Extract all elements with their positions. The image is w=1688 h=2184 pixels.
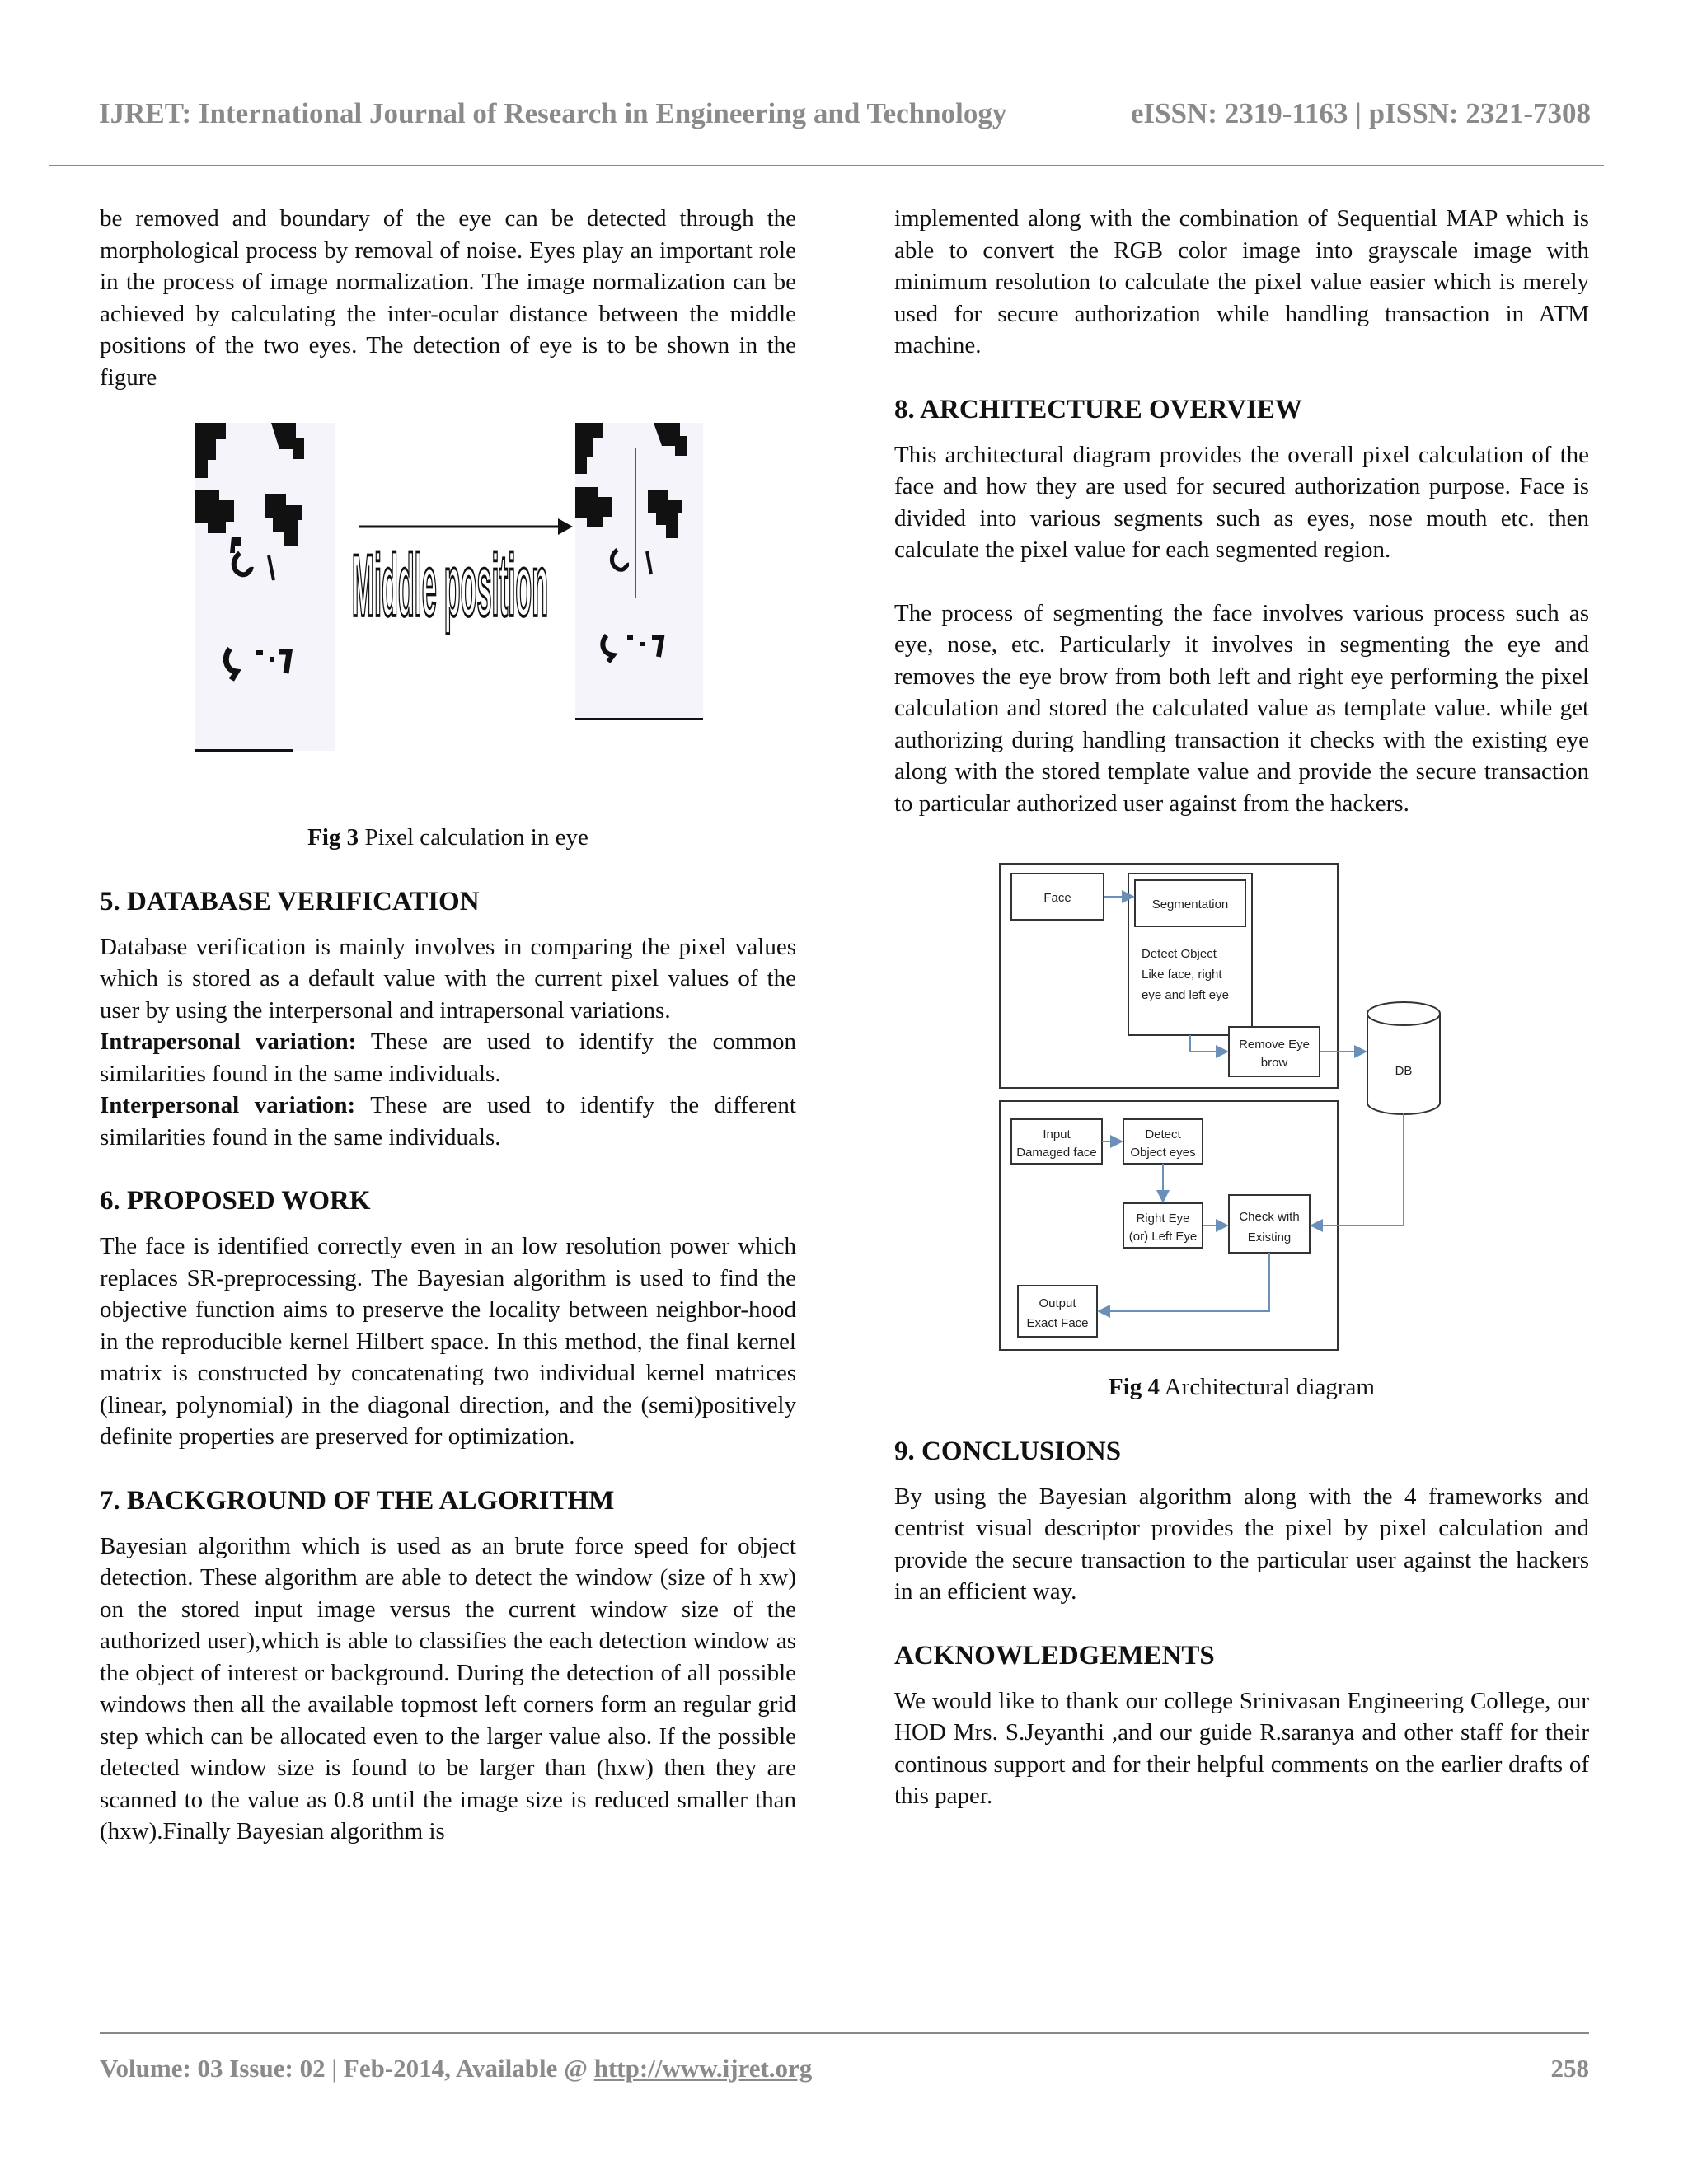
svg-text:Right Eye: Right Eye bbox=[1136, 1212, 1190, 1226]
right-intro-paragraph: implemented along with the combination of Sequential MAP which is able to convert the RGB color image into grayscale image with minimum resolution to calculate the pixel value easier which is merely used for secure authorization while handling transaction in ATM machine. bbox=[894, 205, 1589, 359]
left-intro-paragraph: be removed and boundary of the eye can be detected through the morphological process by removal of noise. Eyes play an important role in the process of image normalization. The image normalization can be achieved by calculating the inter-ocular distance between the middle positions of the two eyes. The detection of eye is to be shown in the figure bbox=[100, 205, 796, 391]
svg-text:Existing: Existing bbox=[1247, 1230, 1292, 1244]
svg-text:Output: Output bbox=[1039, 1296, 1076, 1310]
footer-rule bbox=[100, 2032, 1589, 2034]
box-right-left-eye bbox=[1123, 1203, 1203, 1248]
detect-object-line-1: Detect Object bbox=[1142, 947, 1217, 961]
face-image-left bbox=[195, 423, 335, 752]
section-5-paragraph: Database verification is mainly involves in comparing the pixel values which is stored as a default value with the current pixel values of the user by using the interpersonal and intrapersonal variations. bbox=[100, 933, 796, 1024]
box-output-exact-face bbox=[1018, 1286, 1097, 1337]
figure-4 bbox=[894, 827, 1589, 1371]
box-face bbox=[1011, 874, 1104, 920]
box-input-damaged-face bbox=[1011, 1119, 1102, 1164]
acknowledgements-heading: ACKNOWLEDGEMENTS bbox=[894, 1640, 1215, 1671]
section-8-heading: 8. ARCHITECTURE OVERVIEW bbox=[894, 394, 1302, 424]
arrow-head-icon bbox=[558, 518, 573, 535]
svg-text:brow: brow bbox=[1260, 1056, 1288, 1070]
box-check-existing bbox=[1229, 1195, 1310, 1253]
svg-text:Object eyes: Object eyes bbox=[1130, 1146, 1196, 1160]
detect-object-line-2: Like face, right bbox=[1142, 968, 1222, 982]
svg-text:Detect: Detect bbox=[1145, 1127, 1181, 1141]
running-header bbox=[99, 97, 1591, 130]
right-column bbox=[894, 203, 1589, 1812]
section-7-heading: 7. BACKGROUND OF THE ALGORITHM bbox=[100, 1485, 615, 1516]
header-rule bbox=[49, 165, 1604, 166]
svg-text:DB: DB bbox=[1395, 1064, 1413, 1078]
svg-text:Remove Eye: Remove Eye bbox=[1239, 1038, 1310, 1052]
section-8-paragraph-1: This architectural diagram provides the overall pixel calculation of the face and how they are used for secured authorization purpose. Face is divided into various segments such as eyes, nose mouth etc. then calculate the pixel value for each segmented region. bbox=[894, 441, 1589, 563]
section-5-heading: 5. DATABASE VERIFICATION bbox=[100, 886, 480, 916]
volume-info: Volume: 03 Issue: 02 | Feb-2014, Available @ bbox=[100, 2054, 594, 2083]
middle-position-label: Middle position bbox=[351, 536, 549, 635]
svg-text:Face: Face bbox=[1043, 891, 1071, 905]
detect-object-line-3: eye and left eye bbox=[1142, 988, 1229, 1002]
page-number: 258 bbox=[1550, 2054, 1589, 2083]
svg-text:Input: Input bbox=[1043, 1127, 1071, 1141]
intrapersonal-definition: Intrapersonal variation: These are used to identify the common similarities found in the same individuals. bbox=[100, 1029, 797, 1087]
box-remove-eyebrow bbox=[1229, 1027, 1320, 1076]
svg-text:Check with: Check with bbox=[1239, 1210, 1300, 1224]
figure-3 bbox=[100, 395, 796, 822]
architecture-diagram bbox=[894, 827, 1589, 1371]
database-icon bbox=[1367, 1002, 1440, 1114]
section-6-heading: 6. PROPOSED WORK bbox=[100, 1186, 371, 1216]
eye-pixel-image bbox=[100, 395, 796, 822]
left-column bbox=[100, 203, 796, 1848]
running-footer bbox=[100, 2054, 1589, 2083]
section-7-paragraph: Bayesian algorithm which is used as an brute force speed for object detection. These algorithm are able to detect the window (size of h xw) on the stored input image versus the current window size of the authorized user),which is able to classifies the each detection window as the object of interest or background. During the detection of all possible windows then all the available topmost left corners form an regular grid step which can be allocated even to the larger value also. If the possible detected window size is found to be larger than (hxw) then they are scanned to the value as 0.8 until the image size is reduced smaller than (hxw).Finally Bayesian algorithm is bbox=[100, 1532, 796, 1844]
journal-link[interactable]: http://www.ijret.org bbox=[593, 2054, 813, 2083]
interpersonal-definition: Interpersonal variation: These are used to identify the different similarities found in the same individuals. bbox=[100, 1092, 796, 1151]
issn-info: eISSN: 2319-1163 | pISSN: 2321-7308 bbox=[1130, 97, 1591, 129]
section-8-paragraph-2: The process of segmenting the face involves various process such as eye, nose, etc. Particularly it involves in segmenting the eye and removes the eye brow from both left and right eye performing the pixel calculation and stored the calculated value as template value. while get authorizing during handling transaction it checks with the existing eye along with the stored template value and provide the secure transaction to particular authorized user against from the hackers. bbox=[894, 599, 1589, 817]
fig3-caption: Fig 3 Pixel calculation in eye bbox=[307, 824, 588, 851]
box-detect-object-eyes bbox=[1123, 1119, 1203, 1164]
fig4-caption: Fig 4 Architectural diagram bbox=[1109, 1374, 1375, 1400]
svg-text:Exact Face: Exact Face bbox=[1026, 1316, 1089, 1330]
section-9-heading: 9. CONCLUSIONS bbox=[894, 1436, 1122, 1466]
svg-text:Segmentation: Segmentation bbox=[1151, 898, 1229, 912]
svg-text:(or) Left Eye: (or) Left Eye bbox=[1128, 1230, 1198, 1244]
section-9-paragraph: By using the Bayesian algorithm along with the 4 frameworks and centrist visual descriptor provides the pixel by pixel calculation and provide the secure transaction to the particular user against the hackers in an efficient way. bbox=[894, 1483, 1589, 1605]
section-6-paragraph: The face is identified correctly even in an low resolution power which replaces SR-preprocessing. The Bayesian algorithm is used to find the objective function aims to preserve the locality between neighbor-hood in the reproducible kernel Hilbert space. In this method, the final kernel matrix is constructed by concatenating two individual kernel matrices (linear, polynomial) in the diagonal direction, and the (semi)positively definite properties are preserved for optimization. bbox=[100, 1233, 796, 1450]
journal-title: IJRET: International Journal of Research in Engineering and Technology bbox=[99, 97, 1007, 129]
box-segmentation bbox=[1135, 880, 1245, 926]
svg-text:Damaged face: Damaged face bbox=[1016, 1146, 1097, 1160]
face-image-right bbox=[575, 423, 703, 720]
acknowledgements-paragraph: We would like to thank our college Srinivasan Engineering College, our HOD Mrs. S.Jeyanthi ,and our guide R.saranya and other staff for their continous support and for their helpful comments on the earlier drafts of this paper. bbox=[894, 1687, 1589, 1809]
